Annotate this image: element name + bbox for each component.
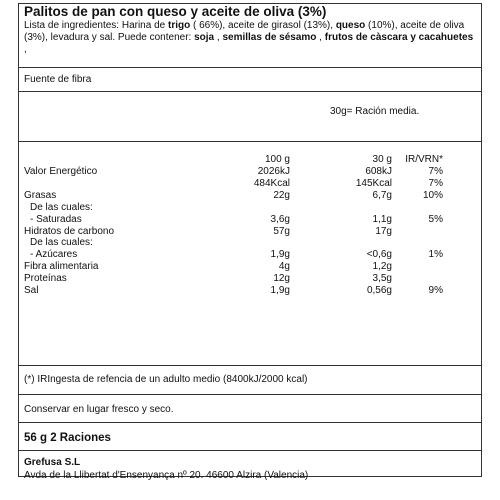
row-value-30g: 3,5g bbox=[372, 273, 392, 285]
row-value-ir: 10% bbox=[422, 189, 443, 201]
row-value-ir: 7% bbox=[428, 166, 443, 177]
row-label: Sal bbox=[24, 285, 39, 296]
row-label: Hidratos de carbono bbox=[24, 225, 115, 237]
row-label: - Saturadas bbox=[30, 213, 82, 225]
row-value-30g: 0,56g bbox=[366, 285, 392, 296]
row-value-100g: 1,9g bbox=[270, 249, 290, 261]
row-value-100g: 1,9g bbox=[270, 285, 290, 296]
divider-servings bbox=[18, 450, 482, 451]
row-label: Valor Energético bbox=[24, 166, 98, 177]
row-value-100g: 57g bbox=[273, 225, 290, 237]
ingredient-text: (10%), aceite de oliva (3%), levadura y sal. Puede contener: bbox=[24, 20, 465, 44]
ingredient-allergen: trigo bbox=[167, 20, 191, 31]
divider-footnote bbox=[18, 394, 482, 395]
divider-storage bbox=[18, 422, 482, 423]
product-title: Palitos de pan con queso y aceite de oliva (3%) bbox=[24, 4, 327, 19]
row-value-30g: 17g bbox=[375, 225, 392, 237]
row-value-ir: 5% bbox=[428, 213, 443, 225]
ingredient-text: ( 66%), aceite de girasol (13%), bbox=[190, 20, 336, 31]
company-address: Avda de la Llibertat d'Ensenyança nº 20. 46600 Alzira (Valencia) bbox=[24, 470, 309, 481]
divider-ingredients bbox=[18, 67, 482, 68]
row-label: De las cuales: bbox=[30, 201, 93, 213]
ingredient-text: , bbox=[214, 32, 223, 44]
row-value-ir: 7% bbox=[428, 177, 443, 189]
row-label: Grasas bbox=[24, 189, 57, 201]
header-ir: IR/VRN* bbox=[405, 154, 443, 165]
row-value-30g: 145Kcal bbox=[355, 177, 392, 189]
row-value-100g: 12g bbox=[273, 273, 290, 285]
serving-note: 30g= Ración media. bbox=[330, 106, 420, 117]
ingredient-allergen: frutos de càscara y cacahuetes bbox=[324, 32, 474, 44]
row-value-30g: 6,7g bbox=[372, 189, 392, 201]
storage-instructions: Conservar en lugar fresco y seco. bbox=[24, 404, 174, 415]
ingredients-list bbox=[24, 20, 476, 57]
row-label: De las cuales: bbox=[30, 237, 93, 249]
row-value-ir: 1% bbox=[428, 249, 443, 261]
divider-table bbox=[18, 365, 482, 366]
header-per30: 30 g bbox=[372, 154, 392, 165]
row-label: - Azúcares bbox=[30, 249, 78, 261]
row-value-100g: 3,6g bbox=[270, 213, 290, 225]
ingredient-text: , bbox=[24, 44, 27, 56]
row-value-100g: 484Kcal bbox=[253, 177, 290, 189]
footnote: (*) IRIngesta de refencia de un adulto medio (8400kJ/2000 kcal) bbox=[24, 374, 308, 385]
ingredient-allergen: queso bbox=[335, 20, 366, 31]
header-per100: 100 g bbox=[264, 154, 290, 165]
ingredient-text: , bbox=[316, 32, 325, 44]
row-label: Fibra alimentaria bbox=[24, 261, 99, 273]
row-label: Proteínas bbox=[24, 273, 67, 285]
row-value-30g: <0,6g bbox=[366, 249, 392, 261]
company-name: Grefusa S.L bbox=[24, 457, 81, 468]
divider-fiber bbox=[18, 91, 482, 92]
row-value-30g: 1,1g bbox=[372, 213, 392, 225]
row-value-30g: 1,2g bbox=[372, 261, 392, 273]
servings-info: 56 g 2 Raciones bbox=[24, 432, 111, 444]
ingredient-allergen: semillas de sésamo bbox=[222, 32, 317, 44]
row-value-100g: 4g bbox=[278, 261, 290, 273]
divider-serving bbox=[18, 141, 482, 142]
fiber-claim: Fuente de fibra bbox=[24, 74, 92, 85]
row-value-ir: 9% bbox=[428, 285, 443, 296]
ingredient-allergen: soja bbox=[194, 32, 215, 44]
row-value-100g: 22g bbox=[273, 189, 290, 201]
row-value-30g: 608kJ bbox=[365, 166, 392, 177]
ingredient-text: Lista de ingredientes: Harina de bbox=[24, 20, 168, 31]
row-value-100g: 2026kJ bbox=[257, 166, 290, 177]
